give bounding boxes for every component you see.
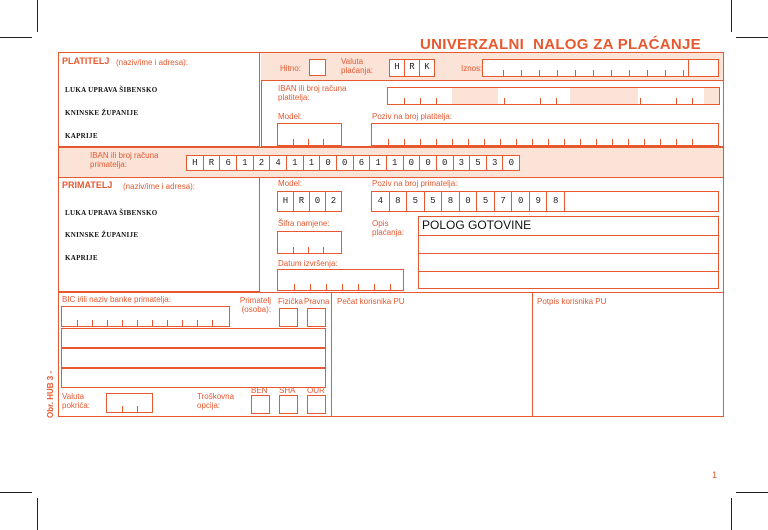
payer-heading-note: (naziv/ime i adresa): (116, 58, 189, 67)
legal-person-checkbox[interactable] (307, 308, 326, 327)
payer-iban-field[interactable] (387, 87, 720, 105)
description-line (418, 253, 719, 254)
description-value: POLOG GOTOVINE (422, 218, 532, 232)
payer-heading: PLATITELJ (62, 56, 110, 66)
payee-ref-label: Poziv na broj primatelja: (372, 179, 458, 188)
iban-shade-3 (704, 88, 719, 104)
purpose-code-label: Šifra namjene: (278, 219, 330, 228)
crop-mark (0, 37, 32, 38)
payee-address-line: KNINSKE ŽUPANIJE (65, 231, 139, 239)
description-line (418, 235, 719, 236)
urgent-label: Hitno: (280, 64, 301, 73)
crop-mark (37, 498, 38, 530)
column-divider (532, 292, 533, 417)
payee-model-field[interactable]: H R 0 2 (277, 191, 342, 212)
payer-name-line: LUKA UPRAVA ŠIBENSKO (65, 86, 158, 94)
currency-field[interactable]: H R K (389, 59, 435, 77)
physical-person-label: Fizička (278, 297, 303, 306)
form-code: Obr. HUB 3 - (46, 370, 55, 418)
page-number: 1 (712, 470, 718, 480)
payee-model-label: Model: (278, 179, 303, 188)
stamp-label: Pečat korisnika PU (337, 297, 405, 306)
cover-currency-field[interactable] (106, 393, 153, 413)
signature-label: Potpis korisnika PU (537, 297, 607, 306)
payer-iban-label: IBAN ili broj računa platitelja: (278, 84, 347, 102)
crop-mark (37, 0, 38, 32)
amount-divider (688, 59, 689, 77)
payer-ref-label: Poziv na broj platitelja: (372, 112, 453, 121)
amount-field[interactable] (482, 59, 719, 77)
form-title: UNIVERZALNI NALOG ZA PLAĆANJE (420, 36, 701, 53)
payee-ref-digits: 4 8 5 5 8 0 5 7 0 9 8 (371, 191, 565, 212)
payee-iban-label: IBAN ili broj računa primatelja: (90, 151, 159, 169)
fee-option-label: Troškovna opcija: (197, 392, 235, 410)
legal-person-label: Pravna (304, 297, 330, 306)
crop-mark (0, 492, 32, 493)
execution-date-field[interactable] (277, 269, 404, 291)
payer-ref-field[interactable] (371, 123, 719, 146)
fee-option-ben-checkbox[interactable] (251, 395, 270, 414)
payee-person-label: Primatelj (osoba): (239, 296, 271, 314)
iban-shade-2 (570, 88, 638, 104)
fee-option-ben-label: BEN (251, 386, 268, 395)
bank-line-2[interactable] (61, 348, 326, 368)
fee-option-sha-checkbox[interactable] (279, 395, 298, 414)
crop-mark (736, 492, 768, 493)
fee-option-our-label: OUR (307, 386, 325, 395)
crop-mark (736, 37, 768, 38)
row-divider (58, 147, 724, 148)
payer-model-field[interactable] (277, 123, 342, 146)
iban-shade-1 (452, 88, 498, 104)
crop-mark (731, 0, 732, 32)
payee-heading: PRIMATELJ (62, 180, 113, 190)
fee-option-sha-label: SHA (279, 386, 296, 395)
row-divider (58, 292, 724, 293)
amount-label: Iznos: (461, 64, 483, 73)
urgent-checkbox[interactable] (309, 59, 326, 76)
payee-iban-field[interactable]: H R 6 1 2 4 1 1 0 0 6 1 1 0 0 0 3 5 3 0 (186, 155, 520, 171)
payer-model-label: Model: (278, 112, 303, 121)
execution-date-label: Datum izvršenja: (278, 259, 338, 268)
description-line (418, 271, 719, 272)
physical-person-checkbox[interactable] (279, 308, 298, 327)
bank-line-1[interactable] (61, 328, 326, 348)
currency-label: Valuta plaćanja: (341, 57, 374, 75)
column-divider (331, 292, 332, 417)
purpose-code-field[interactable] (277, 231, 342, 254)
description-label: Opis plaćanja: (372, 219, 405, 237)
bic-label: BIC i/ili naziv banke primatelja: (62, 295, 171, 304)
payer-city-line: KAPRIJE (65, 132, 98, 140)
cover-currency-label: Valuta pokrića: (62, 392, 91, 410)
payee-city-line: KAPRIJE (65, 254, 98, 262)
payer-address-line: KNINSKE ŽUPANIJE (65, 109, 139, 117)
payee-name-line: LUKA UPRAVA ŠIBENSKO (65, 209, 158, 217)
crop-mark (731, 498, 732, 530)
payee-heading-note: (naziv/ime i adresa): (123, 182, 196, 191)
bic-field[interactable] (61, 306, 230, 327)
fee-option-our-checkbox[interactable] (307, 395, 326, 414)
bank-line-3[interactable] (61, 368, 326, 388)
